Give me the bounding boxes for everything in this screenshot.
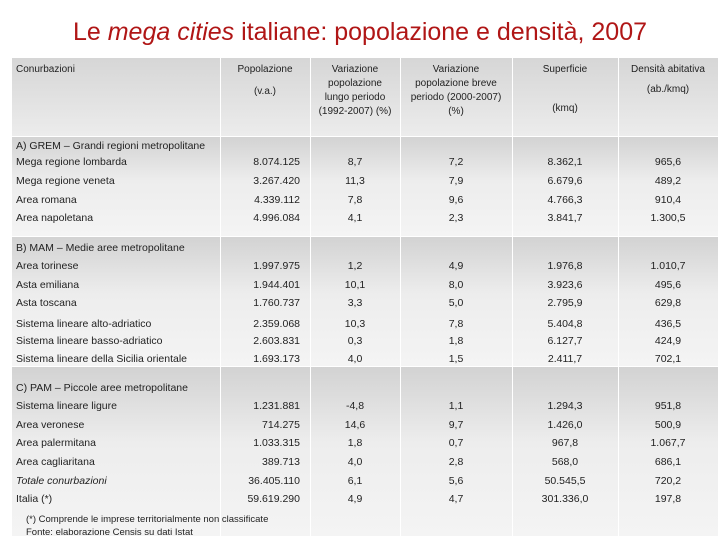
header-var-lungo-line2: popolazione: [328, 78, 382, 89]
cell-superficie: 3.923,6: [547, 279, 583, 291]
row-divider: [12, 136, 718, 137]
cell-var-breve: 4,7: [448, 493, 464, 505]
cell-popolazione: 2.603.831: [253, 335, 300, 347]
cell-var-lungo: 10,1: [344, 279, 366, 291]
cell-superficie: 4.766,3: [547, 194, 583, 206]
cell-densita: 1.067,7: [650, 437, 686, 449]
cell-densita: 686,1: [654, 456, 682, 468]
row-divider: [12, 236, 718, 237]
cell-popolazione: 2.359.068: [253, 318, 300, 330]
cell-var-breve: 7,2: [448, 156, 464, 168]
cell-var-lungo: 7,8: [347, 194, 363, 206]
cell-var-lungo: 4,0: [347, 456, 363, 468]
header-var-breve-line3: periodo (2000-2007): [410, 92, 502, 103]
section-title-pam: C) PAM – Piccole aree metropolitane: [16, 382, 188, 394]
cell-densita: 489,2: [654, 175, 682, 187]
header-var-lungo-line1: Variazione: [331, 64, 379, 75]
cell-var-lungo: 10,3: [344, 318, 366, 330]
cell-densita: 495,6: [654, 279, 682, 291]
header-conurbazioni: Conurbazioni: [16, 64, 75, 75]
header-densita: Densità abitativa: [631, 64, 705, 75]
header-var-lungo-line3: lungo periodo: [324, 92, 386, 103]
cell-superficie: 6.679,6: [547, 175, 583, 187]
title-emphasis: mega cities: [107, 18, 235, 46]
header-var-breve-line2: popolazione breve: [415, 78, 497, 89]
row-label: Area palermitana: [16, 437, 96, 449]
cell-superficie: 1.294,3: [547, 400, 583, 412]
cell-popolazione: 59.619.290: [247, 493, 300, 505]
cell-popolazione: 36.405.110: [248, 475, 300, 487]
row-label: Area veronese: [16, 419, 85, 431]
footnote: (*) Comprende le imprese territorialmente non classificate: [26, 514, 269, 525]
cell-densita: 424,9: [654, 335, 682, 347]
cell-popolazione: 1.693.173: [253, 353, 300, 365]
source-note: Fonte: elaborazione Censis su dati Istat: [26, 527, 193, 538]
cell-var-breve: 2,8: [448, 456, 464, 468]
cell-var-lungo: 1,8: [347, 437, 363, 449]
cell-var-breve: 5,0: [448, 297, 464, 309]
cell-densita: 1.010,7: [650, 260, 686, 272]
cell-densita: 500,9: [654, 419, 682, 431]
cell-var-lungo: 4,1: [347, 212, 363, 224]
row-label: Area torinese: [16, 260, 79, 272]
cell-var-breve: 9,7: [448, 419, 464, 431]
cell-var-breve: 4,9: [448, 260, 464, 272]
cell-popolazione: 1.997.975: [253, 260, 300, 272]
cell-var-breve: 1,5: [448, 353, 464, 365]
cell-var-breve: 1,8: [448, 335, 464, 347]
cell-popolazione: 3.267.420: [253, 175, 300, 187]
cell-popolazione: 389.713: [262, 456, 300, 468]
cell-densita: 910,4: [654, 194, 682, 206]
row-label: Area napoletana: [16, 212, 94, 224]
row-label: Sistema lineare della Sicilia orientale: [16, 353, 188, 365]
cell-var-lungo: -4,8: [345, 400, 365, 412]
header-var-lungo-line4: (1992-2007) (%): [318, 106, 392, 117]
cell-var-breve: 7,9: [448, 175, 464, 187]
cell-superficie: 3.841,7: [547, 212, 583, 224]
cell-superficie: 301.336,0: [541, 493, 589, 505]
cell-var-lungo: 1,2: [347, 260, 363, 272]
cell-densita: 436,5: [654, 318, 682, 330]
cell-superficie: 1.426,0: [547, 419, 583, 431]
cell-superficie: 568,0: [551, 456, 579, 468]
cell-superficie: 2.411,7: [547, 353, 583, 365]
column-divider: [220, 58, 221, 536]
cell-superficie: 6.127,7: [547, 335, 583, 347]
title-text: Le: [72, 18, 108, 46]
cell-var-lungo: 3,3: [347, 297, 363, 309]
header-densita-unit: (ab./kmq): [646, 84, 690, 95]
cell-popolazione: 4.996.084: [253, 212, 300, 224]
row-divider: [12, 366, 718, 367]
cell-var-lungo: 4,0: [347, 353, 363, 365]
cell-popolazione: 4.339.112: [254, 194, 300, 206]
cell-var-breve: 9,6: [448, 194, 464, 206]
cell-densita: 965,6: [654, 156, 682, 168]
cell-var-lungo: 11,3: [345, 175, 365, 187]
section-title-grem: A) GREM – Grandi regioni metropolitane: [16, 140, 206, 152]
cell-var-breve: 5,6: [448, 475, 464, 487]
header-popolazione-unit: (v.a.): [253, 86, 277, 97]
cell-var-lungo: 14,6: [344, 419, 366, 431]
cell-superficie: 967,8: [551, 437, 579, 449]
row-label: Italia (*): [16, 493, 53, 505]
row-label: Asta toscana: [16, 297, 77, 309]
cell-superficie: 50.545,5: [544, 475, 586, 487]
cell-var-breve: 8,0: [448, 279, 464, 291]
cell-var-breve: 7,8: [448, 318, 464, 330]
cell-superficie: 2.795,9: [547, 297, 583, 309]
cell-var-lungo: 6,1: [347, 475, 363, 487]
cell-superficie: 1.976,8: [547, 260, 583, 272]
row-label: Sistema lineare alto-adriatico: [16, 318, 152, 330]
cell-superficie: 5.404,8: [547, 318, 583, 330]
cell-var-lungo: 4,9: [347, 493, 363, 505]
cell-var-lungo: 8,7: [347, 156, 363, 168]
row-label: Sistema lineare ligure: [16, 400, 117, 412]
cell-superficie: 8.362,1: [547, 156, 583, 168]
cell-popolazione: 1.944.401: [253, 279, 300, 291]
cell-var-lungo: 0,3: [347, 335, 363, 347]
row-label: Asta emiliana: [16, 279, 80, 291]
section-title-mam: B) MAM – Medie aree metropolitane: [16, 242, 185, 254]
cell-densita: 720,2: [654, 475, 682, 487]
cell-densita: 1.300,5: [650, 212, 686, 224]
header-popolazione: Popolazione: [237, 64, 293, 75]
row-label: Mega regione veneta: [16, 175, 115, 187]
row-label: Totale conurbazioni: [16, 475, 107, 487]
row-label: Sistema lineare basso-adriatico: [16, 335, 163, 347]
title-text: italiane: popolazione e densità, 2007: [234, 18, 648, 46]
cell-var-breve: 0,7: [448, 437, 464, 449]
row-label: Area cagliaritana: [16, 456, 95, 468]
row-label: Area romana: [16, 194, 77, 206]
cell-densita: 197,8: [654, 493, 682, 505]
cell-popolazione: 1.231.881: [253, 400, 300, 412]
header-var-breve-line1: Variazione: [432, 64, 480, 75]
cell-var-breve: 1,1: [448, 400, 464, 412]
row-label: Mega regione lombarda: [16, 156, 127, 168]
header-superficie: Superficie: [542, 64, 588, 75]
cell-var-breve: 2,3: [448, 212, 464, 224]
cell-densita: 702,1: [654, 353, 682, 365]
page-title: [0, 18, 720, 47]
cell-popolazione: 1.033.315: [253, 437, 300, 449]
cell-popolazione: 8.074.125: [253, 156, 300, 168]
cell-popolazione: 714.275: [262, 419, 300, 431]
header-superficie-unit: (kmq): [552, 103, 578, 114]
cell-popolazione: 1.760.737: [253, 297, 300, 309]
header-var-breve-line4: (%): [448, 106, 464, 117]
cell-densita: 629,8: [654, 297, 682, 309]
cell-densita: 951,8: [654, 400, 682, 412]
